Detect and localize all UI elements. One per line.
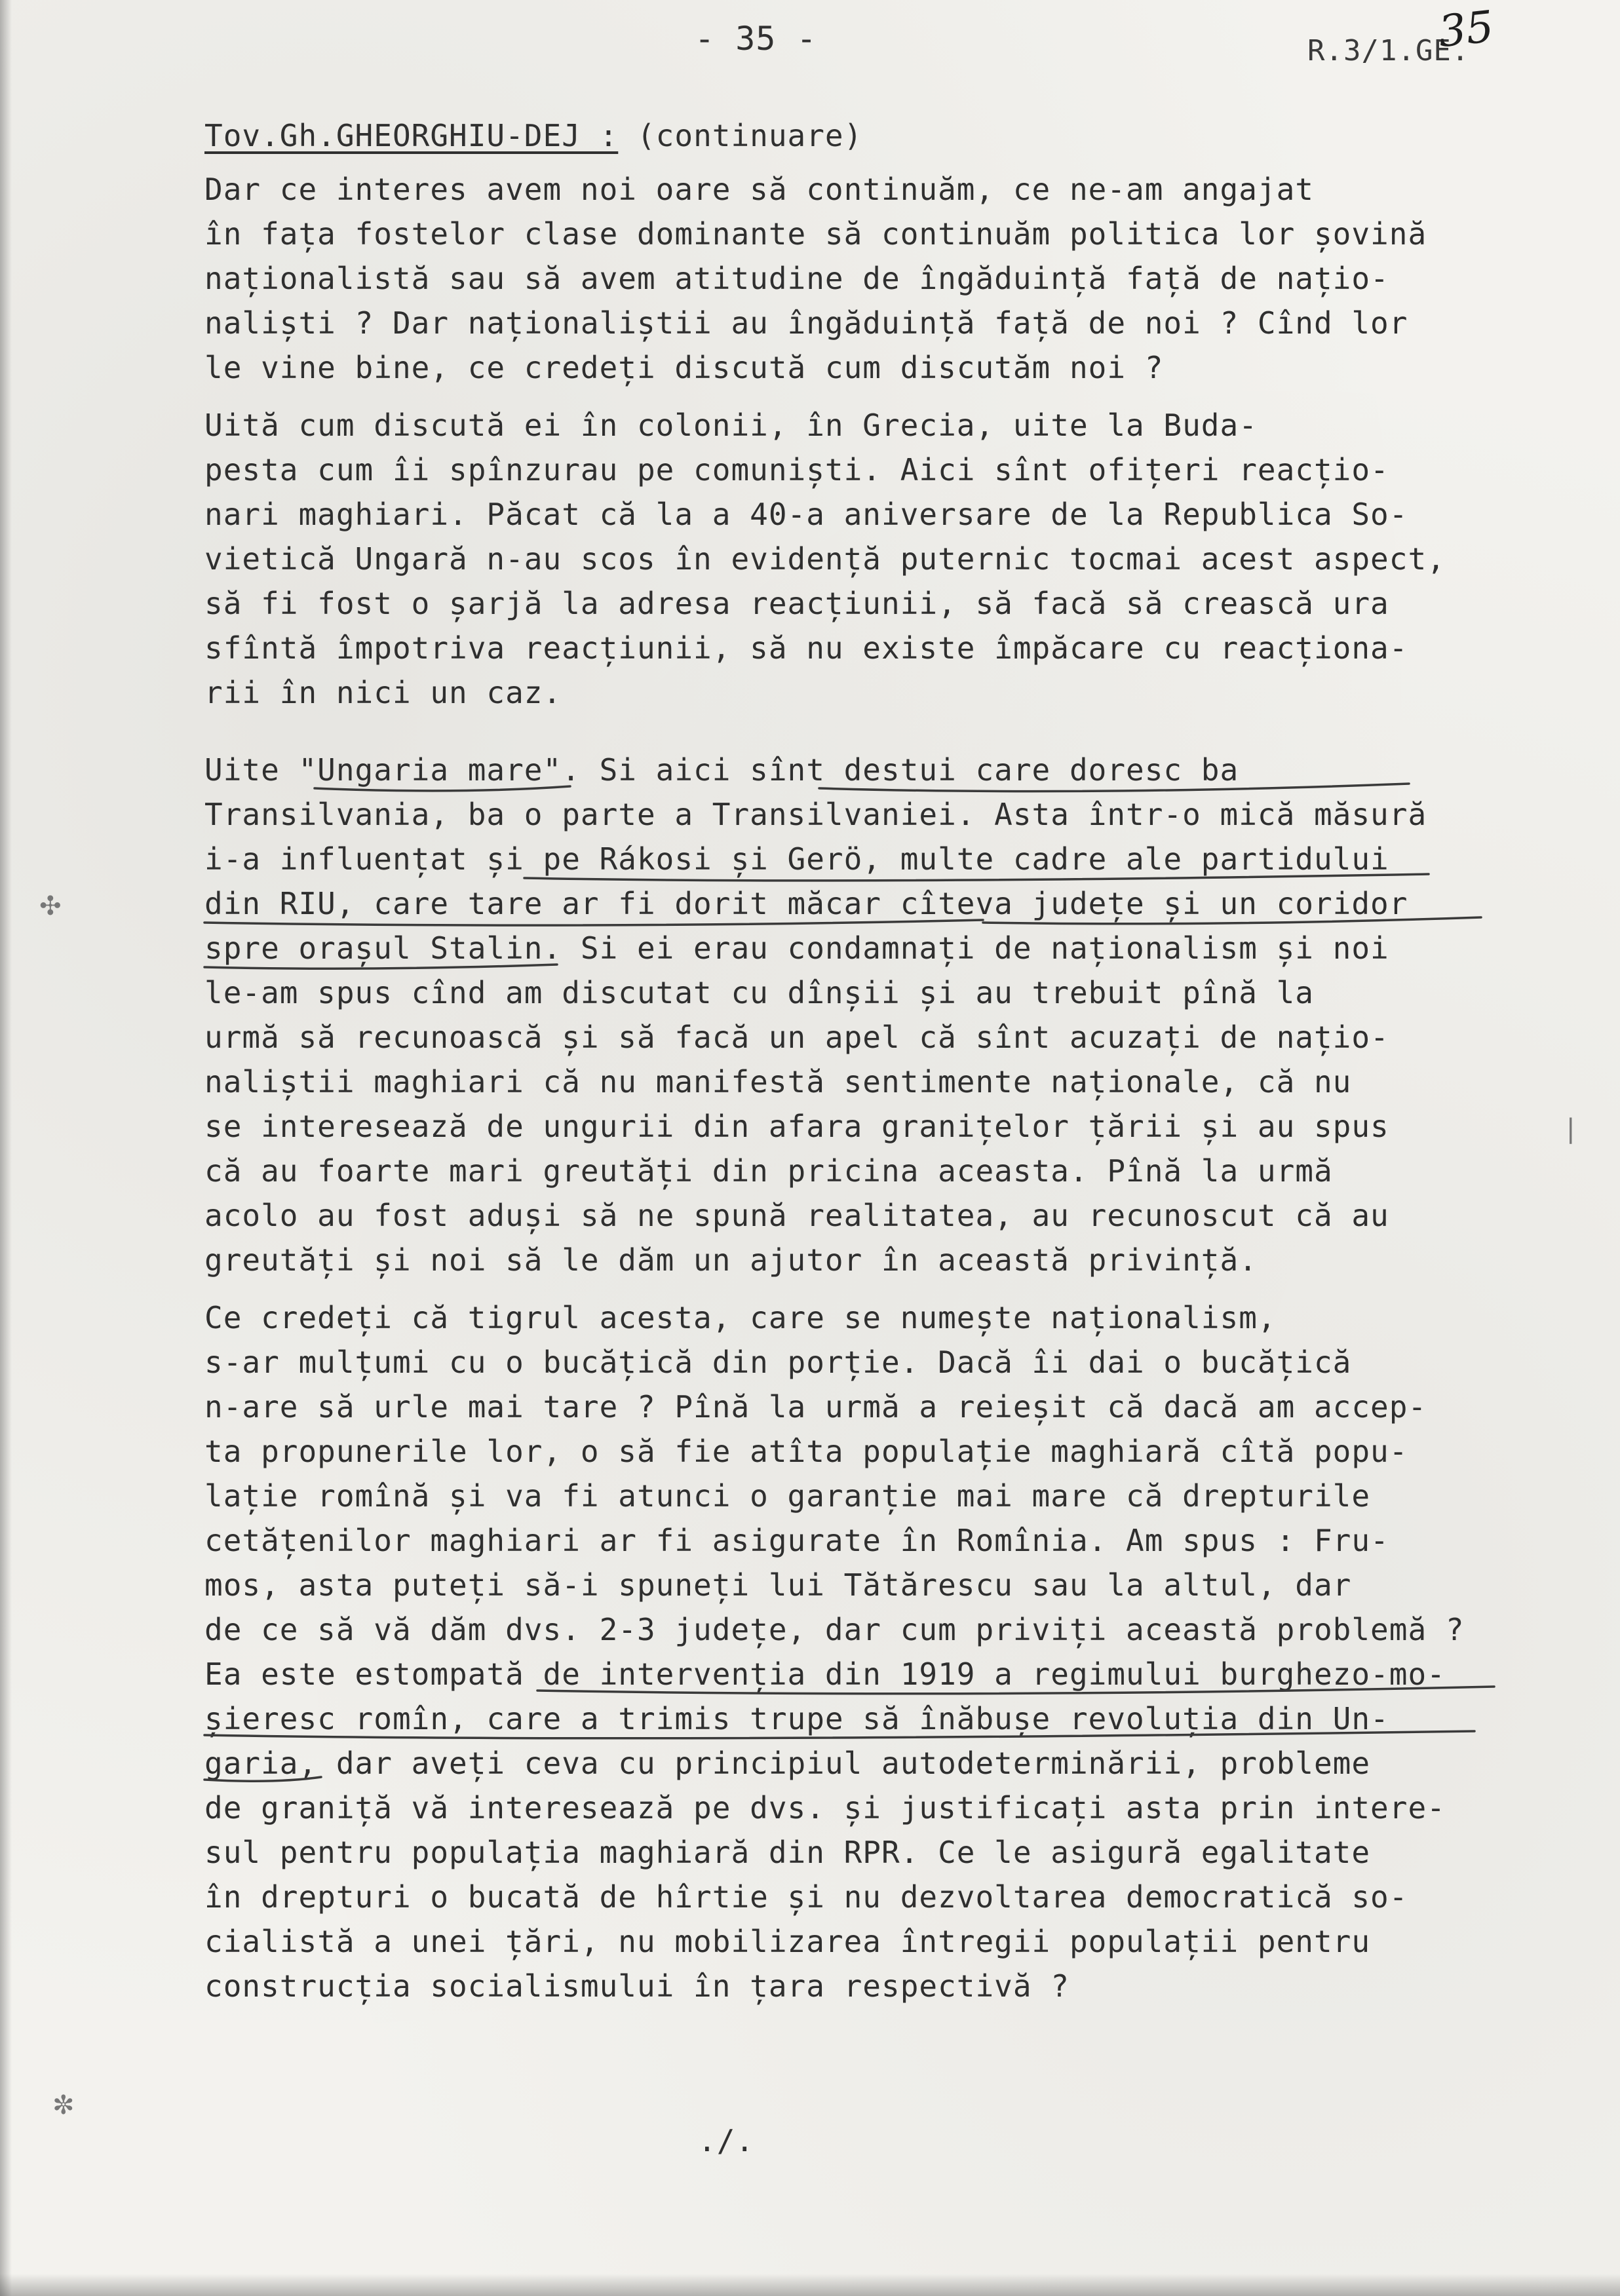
text-line: Ce credeți că tigrul acesta, care se numește naționalism, — [204, 1300, 1277, 1335]
text-line: urmă să recunoască și să facă un apel că sînt acuzați de națio- — [204, 1020, 1389, 1055]
continuation-mark: ./. — [698, 2123, 755, 2158]
speaker-name: Tov.Gh.GHEORGHIU-DEJ : — [204, 118, 619, 153]
text-line: garia, dar aveți ceva cu principiul autodeterminării, probleme — [204, 1746, 1371, 1781]
text-line: naționalistă sau să avem atitudine de îngăduință față de națio- — [204, 261, 1389, 296]
text-line: se interesează de ungurii din afara granițelor țării și au spus — [204, 1109, 1389, 1144]
text-line: Dar ce interes avem noi oare să continuăm, ce ne-am angajat — [204, 172, 1314, 207]
text-line: din RIU, care tare ar fi dorit măcar cîteva județe și un coridor — [204, 886, 1408, 921]
text-line: sfîntă împotriva reacțiunii, să nu existe împăcare cu reacționa- — [204, 630, 1408, 666]
text-line: n-are să urle mai tare ? Pînă la urmă a reieșit că dacă am accep- — [204, 1389, 1427, 1425]
text-line: cetățenilor maghiari ar fi asigurate în Romînia. Am spus : Fru- — [204, 1523, 1389, 1558]
margin-smudge-mark: ✼ — [52, 2090, 75, 2120]
text-line: vietică Ungară n-au scos în evidență puternic tocmai acest aspect, — [204, 541, 1446, 577]
text-line: mos, asta puteți să-i spuneți lui Tătărescu sau la altul, dar — [204, 1567, 1352, 1603]
text-line: în fața fostelor clase dominante să continuăm politica lor șovină — [204, 216, 1427, 252]
text-line: de graniță vă interesează pe dvs. și justificați asta prin intere- — [204, 1790, 1446, 1826]
scan-edge-left — [0, 0, 12, 2296]
text-line: ta propunerile lor, o să fie atîta populație maghiară cîtă popu- — [204, 1434, 1408, 1469]
text-line: spre orașul Stalin. Si ei erau condamnați de naționalism și noi — [204, 930, 1389, 966]
text-line: să fi fost o șarjă la adresa reacțiunii, să facă să crească ura — [204, 586, 1389, 621]
page-number: - 35 - — [695, 20, 817, 58]
scan-edge-bottom — [0, 2274, 1620, 2296]
margin-punch-mark: ✣ — [39, 891, 62, 921]
text-line: șieresc romîn, care a trimis trupe să înăbușe revoluția din Un- — [204, 1701, 1389, 1736]
text-line: construcția socialismului în țara respectivă ? — [204, 1968, 1070, 2004]
speaker-heading — [204, 118, 862, 153]
text-line: greutăți și noi să le dăm un ajutor în această privință. — [204, 1242, 1258, 1278]
margin-tick-mark: | — [1566, 1114, 1575, 1144]
text-line: acolo au fost aduși să ne spună realitatea, au recunoscut că au — [204, 1198, 1389, 1233]
text-line: lație romînă și va fi atunci o garanție mai mare că drepturile — [204, 1478, 1371, 1514]
text-line: Uită cum discută ei în colonii, în Grecia, uite la Buda- — [204, 408, 1258, 443]
text-line: nari maghiari. Păcat că la a 40-a aniversare de la Republica So- — [204, 497, 1408, 532]
text-line: s-ar mulțumi cu o bucățică din porție. Dacă îi dai o bucățică — [204, 1345, 1352, 1380]
text-line: cialistă a unei țări, nu mobilizarea întregii populații pentru — [204, 1924, 1371, 1959]
handwritten-page-number: 35 — [1436, 1, 1496, 58]
text-line: naliștii maghiari că nu manifestă sentimente naționale, că nu — [204, 1064, 1352, 1100]
speaker-note: (continuare) — [636, 118, 863, 153]
text-line: le-am spus cînd am discutat cu dînșii și au trebuit pînă la — [204, 975, 1314, 1010]
text-line: Uite "Ungaria mare". Si aici sînt destui care doresc ba — [204, 752, 1239, 788]
text-line: pesta cum îi spînzurau pe comuniști. Aici sînt ofițeri reacțio- — [204, 452, 1389, 488]
text-line: de ce să vă dăm dvs. 2-3 județe, dar cum priviți această problemă ? — [204, 1612, 1465, 1647]
text-line: i-a influențat și pe Rákosi și Gerö, multe cadre ale partidului — [204, 841, 1389, 877]
text-line: Transilvania, ba o parte a Transilvaniei. Asta într-o mică măsură — [204, 797, 1427, 832]
document-reference: R.3/1.GE. — [1307, 34, 1470, 67]
text-line: rii în nici un caz. — [204, 675, 562, 710]
text-line: naliști ? Dar naționaliștii au îngăduință față de noi ? Cînd lor — [204, 305, 1408, 341]
text-line: sul pentru populația maghiară din RPR. Ce le asigură egalitate — [204, 1835, 1371, 1870]
text-line: Ea este estompată de intervenția din 1919 a regimului burghezo-mo- — [204, 1656, 1446, 1692]
text-line: le vine bine, ce credeți discută cum discutăm noi ? — [204, 350, 1164, 385]
text-line: în drepturi o bucată de hîrtie și nu dezvoltarea democratică so- — [204, 1879, 1408, 1915]
text-line: că au foarte mari greutăți din pricina aceasta. Pînă la urmă — [204, 1153, 1333, 1189]
